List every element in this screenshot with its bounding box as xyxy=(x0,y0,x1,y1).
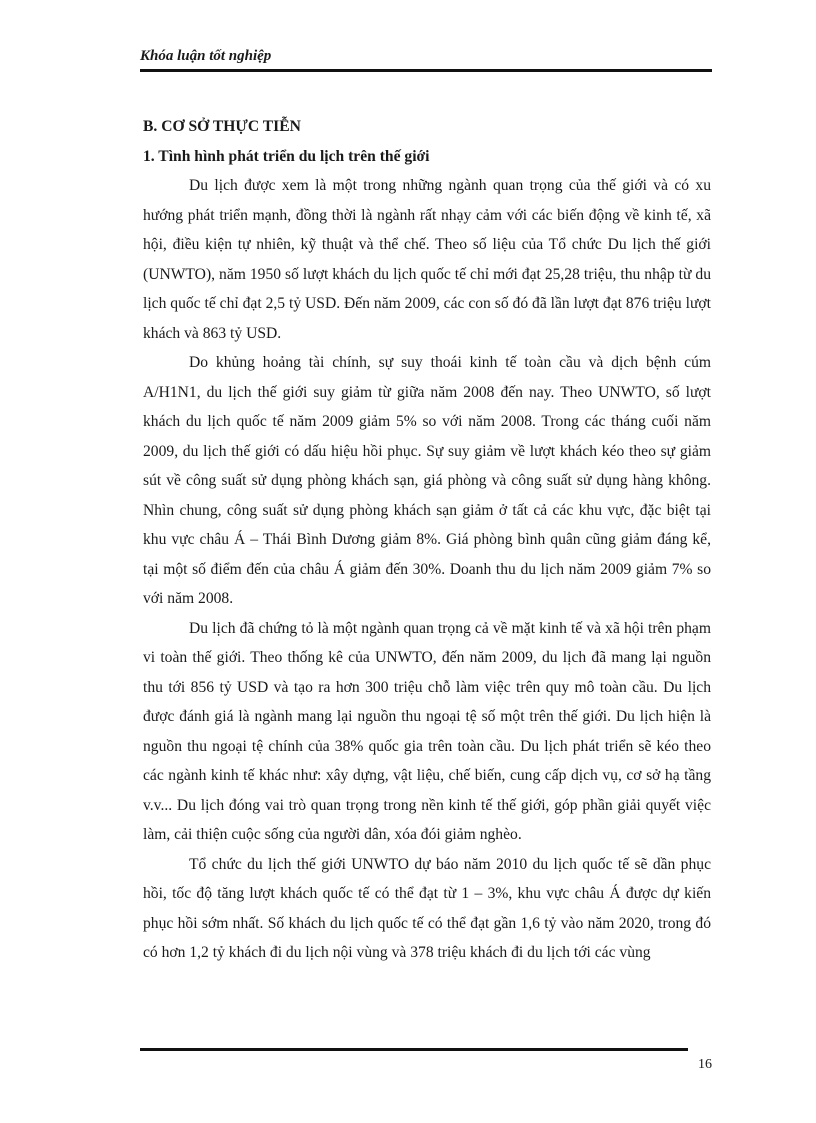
paragraph: Du lịch đã chứng tỏ là một ngành quan trọng cả về mặt kinh tế và xã hội trên phạm vi toàn thế giới. Theo thống kê của UNWTO, đến năm 2009, du lịch đã mang lại nguồn thu tới 856 tỷ USD và tạo ra hơn 300 triệu chỗ làm việc trên quy mô toàn cầu. Du lịch được đánh giá là ngành mang lại nguồn thu ngoại tệ số một trên thế giới. Du lịch hiện là nguồn thu ngoại tệ chính của 38% quốc gia trên toàn cầu. Du lịch phát triển sẽ kéo theo các ngành kinh tế khác như: xây dựng, vật liệu, chế biến, cung cấp dịch vụ, cơ sở hạ tầng v.v... Du lịch đóng vai trò quan trọng trong nền kinh tế thế giới, góp phần giải quyết việc làm, cải thiện cuộc sống của người dân, xóa đói giảm nghèo. xyxy=(143,619,711,843)
page-footer xyxy=(140,1048,712,1072)
paragraph: Do khủng hoảng tài chính, sự suy thoái kinh tế toàn cầu và dịch bệnh cúm A/H1N1, du lịch thế giới suy giảm từ giữa năm 2008 đến nay. Theo UNWTO, số lượt khách du lịch quốc tế năm 2009 giảm 5% so với năm 2008. Trong các tháng cuối năm 2009, du lịch thế giới có dấu hiệu hồi phục. Sự suy giảm về lượt khách kéo theo sự giảm sút về công suất sử dụng phòng khách sạn, giá phòng và công suất sử dụng hàng không. Nhìn chung, công suất sử dụng phòng khách sạn giảm ở tất cả các khu vực, đặc biệt tại khu vực châu Á – Thái Bình Dương giảm 8%. Giá phòng bình quân cũng giảm đáng kể, tại một số điểm đến của châu Á giảm đến 30%. Doanh thu du lịch năm 2009 giảm 7% so với năm 2008. xyxy=(143,354,711,607)
paragraph: Tổ chức du lịch thế giới UNWTO dự báo năm 2010 du lịch quốc tế sẽ dần phục hồi, tốc độ tăng lượt khách quốc tế có thể đạt từ 1 – 3%, khu vực châu Á được dự kiến phục hồi sớm nhất. Số khách du lịch quốc tế có thể đạt gần 1,6 tỷ vào năm 2020, trong đó có hơn 1,2 tỷ khách đi du lịch nội vùng và 378 triệu khách đi du lịch tới các vùng xyxy=(143,855,711,961)
footer-divider xyxy=(140,1048,688,1051)
page-header xyxy=(140,46,712,72)
page-body xyxy=(143,112,711,968)
page-number: 16 xyxy=(698,1057,712,1072)
header-title: Khóa luận tốt nghiệp xyxy=(140,48,272,64)
section-heading: B. CƠ SỞ THỰC TIỄN xyxy=(143,118,301,135)
subsection-heading: 1. Tình hình phát triển du lịch trên thế giới xyxy=(143,147,430,165)
header-divider xyxy=(140,69,712,72)
paragraph: Du lịch được xem là một trong những ngành quan trọng của thế giới và có xu hướng phát triển mạnh, đồng thời là ngành rất nhạy cảm với các biến động về kinh tế, xã hội, điều kiện tự nhiên, kỹ thuật và thể chế. Theo số liệu của Tổ chức Du lịch thế giới (UNWTO), năm 1950 số lượt khách du lịch quốc tế chỉ mới đạt 25,28 triệu, thu nhập từ du lịch quốc tế chỉ đạt 2,5 tỷ USD. Đến năm 2009, các con số đó đã lần lượt đạt 876 triệu lượt khách và 863 tỷ USD. xyxy=(143,177,711,342)
